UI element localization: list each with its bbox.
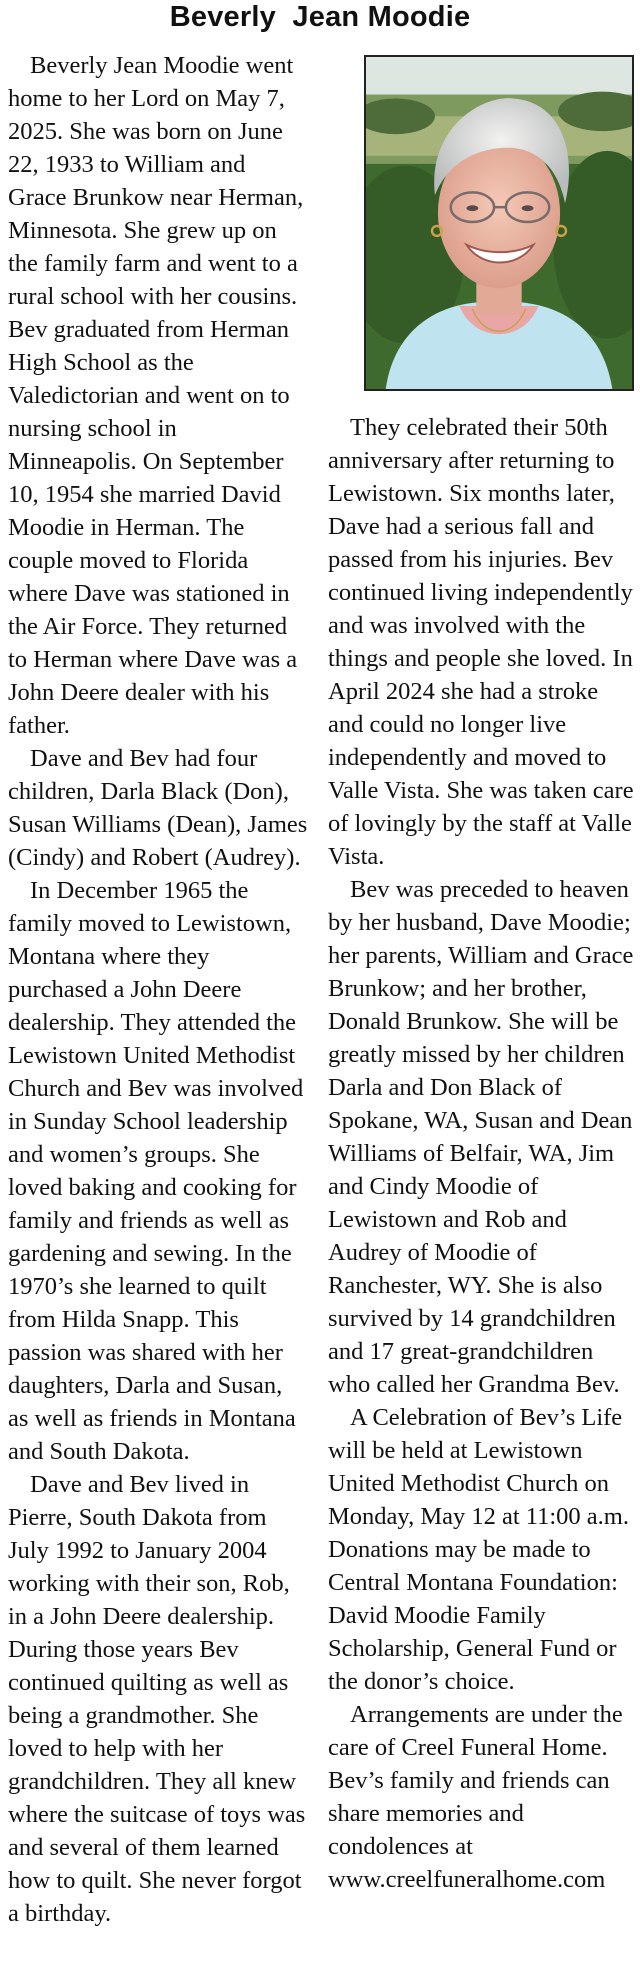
right-column bbox=[328, 411, 636, 1896]
paragraph-survivors: Bev was preceded to heaven by her husband, Dave Moodie; her parents, William and Grace Brunkow; and her brother, Donald Brunkow. She will be greatly missed by her children Darla and Don Black of Spokane, WA, Susan and Dean Williams of Belfair, WA, Jim and Cindy Moodie of Lewistown and Rob and Audrey of Moodie of Ranchester, WY. She is also survived by 14 grandchildren and 17 great-grandchildren who called her Grandma Bev. bbox=[328, 876, 634, 1398]
page-title: Beverly Jean Moodie bbox=[169, 1, 471, 33]
paragraph-anniversary: They celebrated their 50th anniversary after returning to Lewistown. Six months later, Dave had a serious fall and passed from his injuries. Bev continued living independently and was involved with the things and people she loved. In April 2024 she had a stroke and could no longer live independently and moved to Valle Vista. She was taken care of lovingly by the staff at Valle Vista. bbox=[328, 414, 634, 870]
paragraph-celebration: A Celebration of Bev’s Life will be held at Lewistown United Methodist Church on Monday, May 12 at 11:00 a.m. Donations may be made to Central Montana Foundation: David Moodie Family Scholarship, General Fund or the donor’s choice. bbox=[328, 1404, 629, 1695]
paragraph-pierre: Dave and Bev lived in Pierre, South Dakota from July 1992 to January 2004 working with their son, Rob, in a John Deere dealership. During those years Bev continued quilting as well as being a grandmother. She loved to help with her grandchildren. They all knew where the suitcase of toys was and several of them learned how to quilt. She never forgot a birthday. bbox=[8, 1471, 306, 1927]
left-column bbox=[8, 49, 308, 1930]
paragraph-lewistown: In December 1965 the family moved to Lewistown, Montana where they purchased a John Deere dealership. They attended the Lewistown United Methodist Church and Bev was involved in Sunday School leadership and women’s groups. She loved baking and cooking for family and friends as well as gardening and sewing. In the 1970’s she learned to quilt from Hilda Snapp. This passion was shared with her daughters, Darla and Susan, as well as friends in Montana and South Dakota. bbox=[8, 877, 304, 1465]
portrait-photo bbox=[364, 55, 634, 391]
paragraph-life-early: Beverly Jean Moodie went home to her Lord on May 7, 2025. She was born on June 22, 1933 to William and Grace Brunkow near Herman, Minnesota. She grew up on the family farm and went to a rural school with her cousins. Bev graduated from Herman High School as the Valedictorian and went on to nursing school in Minneapolis. On September 10, 1954 she married David Moodie in Herman. The couple moved to Florida where Dave was stationed in the Air Force. They returned to Herman where Dave was a John Deere dealer with his father. bbox=[8, 52, 304, 739]
portrait-illustration bbox=[366, 57, 632, 389]
paragraph-arrangements: Arrangements are under the care of Creel Funeral Home. Bev’s family and friends can share memories and condolences at www.creelfuneralhome.com bbox=[328, 1701, 623, 1893]
paragraph-children: Dave and Bev had four children, Darla Black (Don), Susan Williams (Dean), James (Cindy) and Robert (Audrey). bbox=[8, 745, 308, 871]
